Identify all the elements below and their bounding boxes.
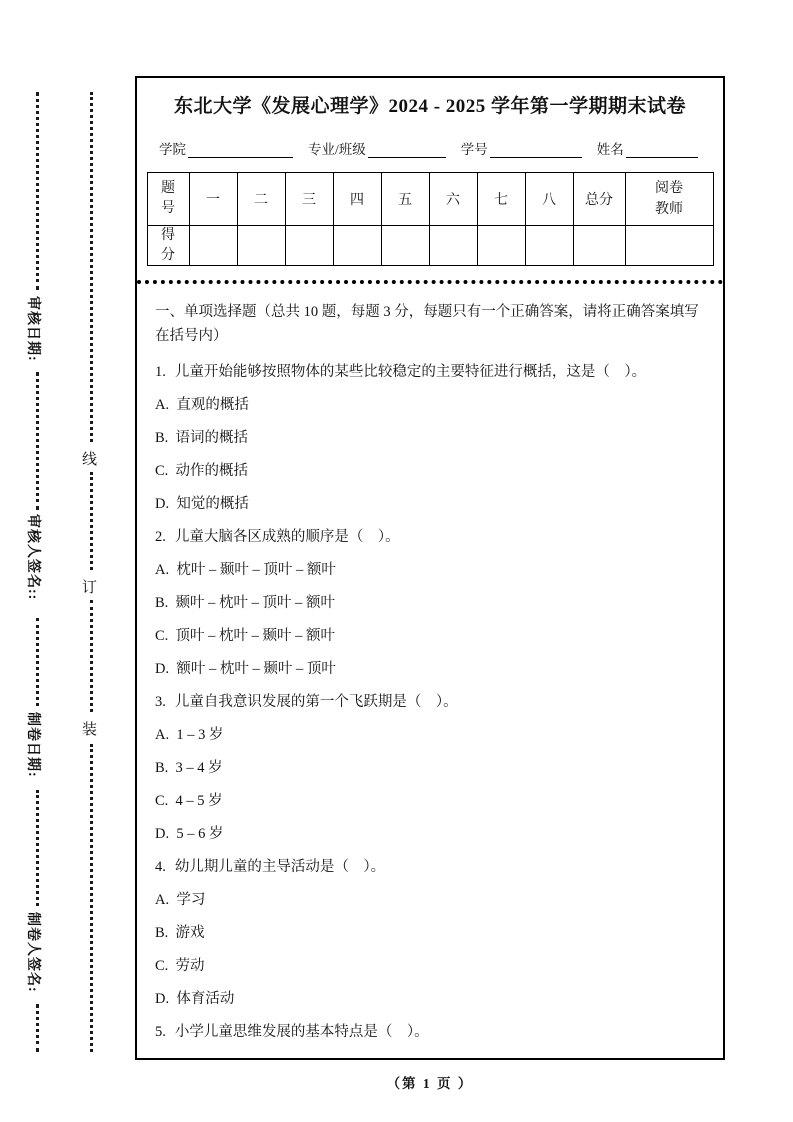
question-number-header: 题号 [160,181,175,216]
score-cell [525,226,573,266]
page-footer: （第 1 页 ） [386,1076,474,1091]
name-blank [626,142,698,158]
score-table-header-cell: 二 [237,173,285,226]
option-b: B. 游戏 [155,925,205,942]
binding-dotted-line [90,92,93,442]
section-heading: 一、单项选择题（总共 10 题，每题 3 分，每题只有一个正确答案，请将正确答案填写在括号内） [155,304,699,345]
score-row-label: 得分 [160,228,175,263]
score-table-header-cell: 四 [333,173,381,226]
score-table-header-cell: 八 [525,173,573,226]
score-table-header-cell [147,173,189,226]
option-b: B. 3 – 4 岁 [155,760,223,777]
binding-char-zhuang: 装 [82,722,98,738]
question-text: 幼儿期儿童的主导活动是（ ）。 [174,859,386,876]
score-cell [429,226,477,266]
margin-dotted-line [36,618,39,706]
question-4 [155,858,707,1008]
student-id-blank [490,142,582,158]
binding-dotted-line [90,600,93,712]
option-c: C. 顶叶 – 枕叶 – 颞叶 – 额叶 [155,628,336,645]
binding-dotted-line [90,472,93,570]
name-label: 姓名 [596,142,624,157]
paper-maker-signature-label: 制卷人签名: [25,912,40,993]
option-a: A. 直观的概括 [155,397,249,414]
college-label: 学院 [159,142,186,157]
question-1 [155,363,707,513]
score-table-header-cell: 六 [429,173,477,226]
question-number: 3. [155,694,166,711]
binding-dotted-line [90,744,93,1052]
margin-dotted-line [36,372,39,510]
score-table-header-cell: 五 [381,173,429,226]
question-2 [155,528,707,678]
score-cell [333,226,381,266]
score-cell [625,226,713,266]
option-a: A. 枕叶 – 颞叶 – 顶叶 – 额叶 [155,562,336,579]
option-c: C. 劳动 [155,958,205,975]
binding-char-xian: 线 [82,452,98,468]
question-text: 儿童自我意识发展的第一个飞跃期是（ ）。 [174,694,458,711]
option-d: D. 5 – 6 岁 [155,826,224,843]
student-id-label: 学号 [460,142,488,157]
option-b: B. 语词的概括 [155,430,249,447]
question-3 [155,693,707,843]
college-blank [188,142,293,158]
question-number: 2. [155,529,166,546]
question-number: 5. [155,1024,166,1041]
question-5 [155,1023,707,1041]
paper-made-date-label: 制卷日期: [25,712,40,778]
major-class-blank [368,142,446,158]
option-c: C. 4 – 5 岁 [155,793,223,810]
option-a: A. 学习 [155,892,206,909]
score-cell [381,226,429,266]
exam-paper-box [135,76,725,1060]
score-table-header-cell: 一 [189,173,237,226]
score-cell [573,226,625,266]
score-table [147,172,714,266]
margin-dotted-line [36,1004,39,1052]
margin-dotted-line [36,92,39,290]
question-number: 4. [155,859,166,876]
question-number: 1. [155,364,166,381]
major-class-label: 专业/班级 [308,142,366,157]
option-d: D. 额叶 – 枕叶 – 颞叶 – 顶叶 [155,661,336,678]
binding-char-ding: 订 [82,580,98,596]
score-cell [285,226,333,266]
exam-title: 东北大学《发展心理学》2024 - 2025 学年第一学期期末试卷 [173,96,687,117]
question-text: 小学儿童思维发展的基本特点是（ ）。 [174,1024,429,1041]
section-divider-dotted [137,280,723,284]
grader-header: 阅卷教师 [655,181,683,217]
score-row-label-cell [147,226,189,266]
score-cell [237,226,285,266]
score-table-header-cell: 三 [285,173,333,226]
score-table-header-cell: 七 [477,173,525,226]
option-d: D. 体育活动 [155,991,235,1008]
audit-date-label: 审核日期: [25,296,40,362]
margin-dotted-line [36,790,39,906]
score-cell [477,226,525,266]
audit-signature-label: 审核人签名:: [25,514,40,601]
option-d: D. 知觉的概括 [155,496,249,513]
option-c: C. 动作的概括 [155,463,249,480]
score-cell [189,226,237,266]
option-a: A. 1 – 3 岁 [155,727,224,744]
score-table-header-cell: 总分 [573,173,625,226]
question-text: 儿童开始能够按照物体的某些比较稳定的主要特征进行概括，这是（ ）。 [174,364,647,381]
question-text: 儿童大脑各区成熟的顺序是（ ）。 [174,529,400,546]
score-table-header-cell [625,173,713,226]
question-list [155,363,707,1041]
option-b: B. 颞叶 – 枕叶 – 顶叶 – 额叶 [155,595,336,612]
student-info-row [159,138,703,158]
